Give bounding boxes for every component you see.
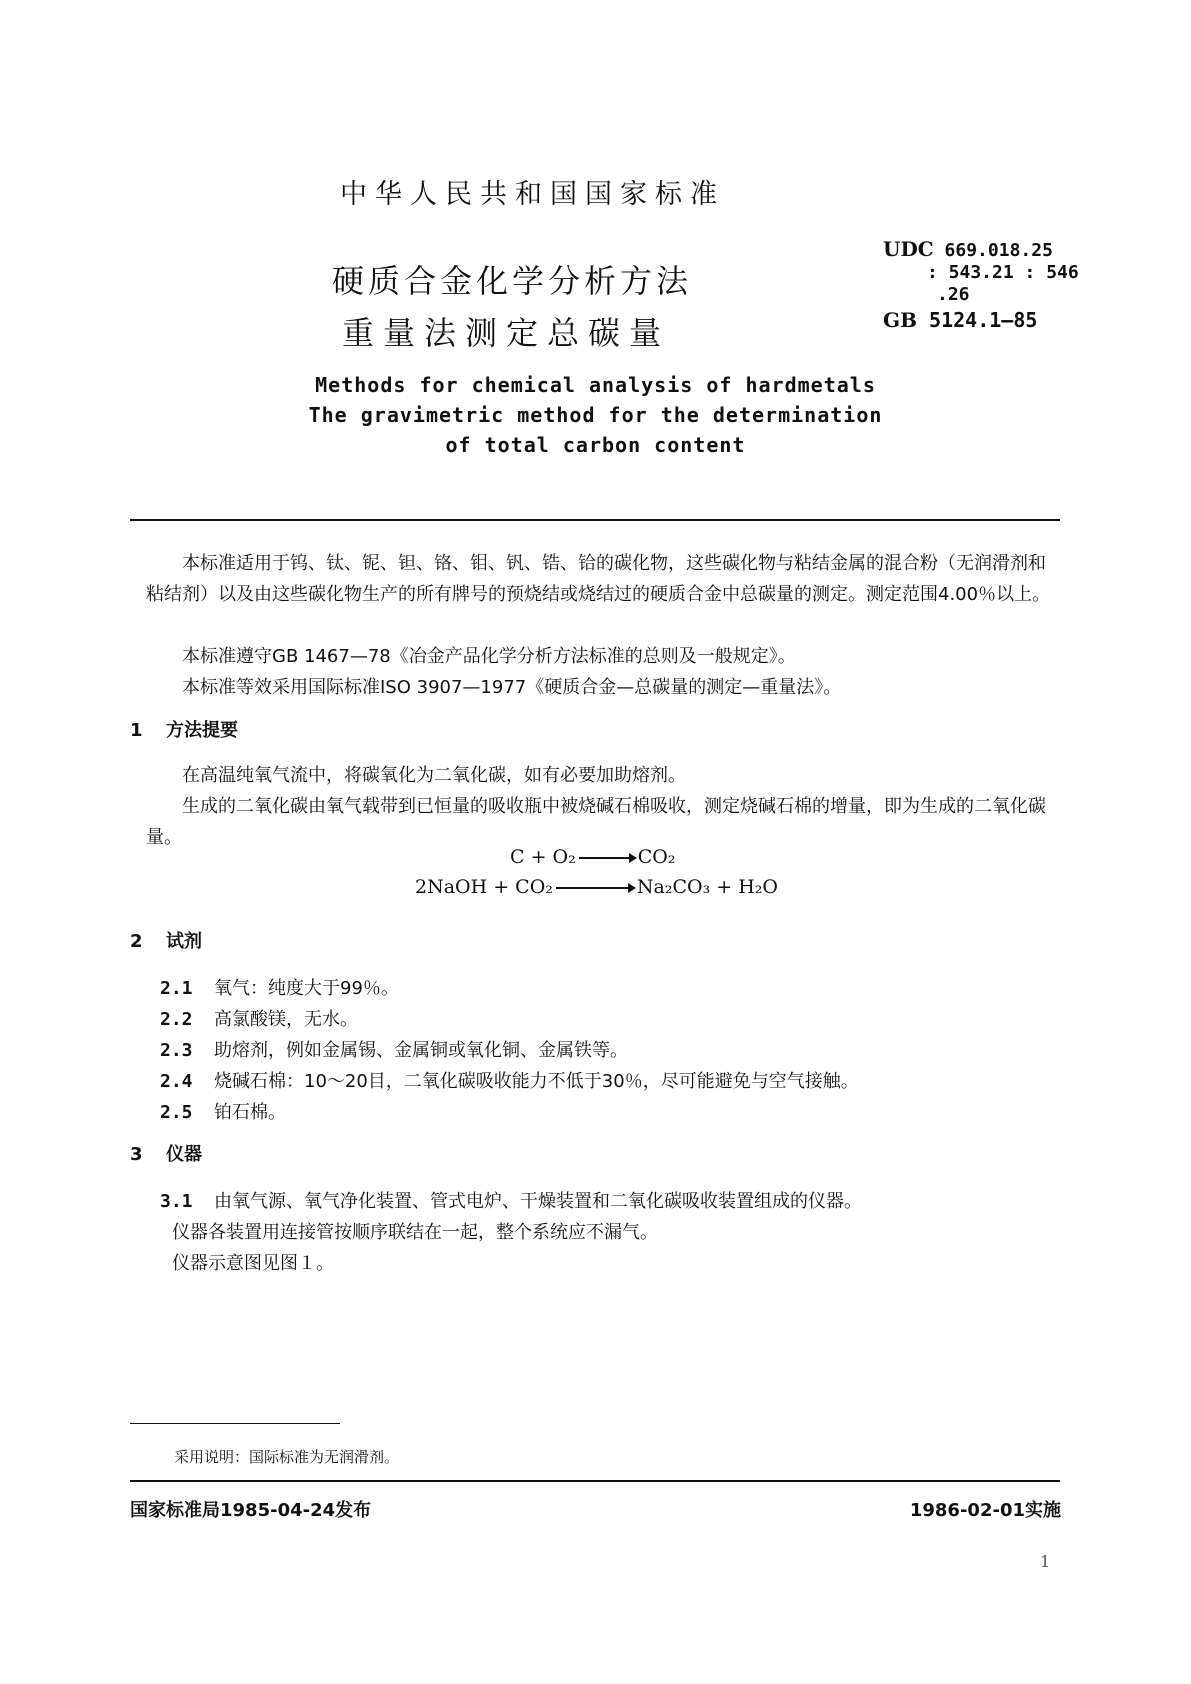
reagent-item [160, 1036, 628, 1062]
footnote: 采用说明：国际标准为无润滑剂。 [174, 1448, 400, 1466]
section-1-heading [130, 716, 238, 742]
reagent-number: 2.3 [160, 1040, 193, 1061]
reagent-text: 铂石棉。 [214, 1102, 286, 1123]
reagent-item [160, 1098, 286, 1124]
reaction-arrow-icon [579, 857, 635, 859]
section-3-title: 仪器 [166, 1144, 202, 1165]
title-cn-line2: 重量法测定总碳量 [342, 314, 671, 352]
standard-header: 中华人民共和国国家标准 [340, 179, 725, 210]
section-1-paragraph-1: 在高温纯氧气流中，将碳氧化为二氧化碳，如有必要加助熔剂。 [182, 765, 686, 786]
footer-divider [130, 1480, 1060, 1482]
reagent-item [160, 974, 399, 1000]
title-cn-line1: 硬质合金化学分析方法 [332, 262, 693, 300]
intro-paragraph-2: 本标准遵守GB 1467—78《冶金产品化学分析方法标准的总则及一般规定》。 [182, 646, 796, 667]
gb-number [883, 308, 1037, 332]
header-divider [130, 519, 1060, 521]
reaction-arrow-icon [556, 887, 634, 889]
gb-number-value: 5124.1—85 [929, 308, 1038, 332]
effective-date: 1986-02-01实施 [909, 1500, 1061, 1521]
section-1-paragraph-2: 生成的二氧化碳由氧气载带到已恒量的吸收瓶中被烧碱石棉吸收，测定烧碱石棉的增量，即为生成的二氧化碳量。 [146, 796, 1046, 848]
title-en-line2: The gravimetric method for the determination [308, 403, 883, 427]
equation-2-right: Na₂CO₃ + H₂O [636, 876, 778, 898]
reagent-number: 2.4 [160, 1071, 193, 1092]
equation-2-left: 2NaOH + CO₂ [415, 876, 553, 898]
equation-1 [510, 846, 675, 868]
footnote-divider [130, 1423, 340, 1424]
reagent-text: 助熔剂，例如金属锡、金属铜或氧化铜、金属铁等。 [214, 1040, 628, 1061]
reagent-item [160, 1067, 859, 1093]
section-2-heading [130, 927, 202, 953]
title-en-line1: Methods for chemical analysis of hardmetals [315, 373, 876, 397]
english-title [0, 370, 1191, 460]
equation-2 [415, 876, 778, 898]
equation-1-left: C + O₂ [510, 846, 576, 868]
udc-label: UDC [883, 237, 934, 261]
section-2-title: 试剂 [166, 931, 202, 952]
reagent-number: 2.5 [160, 1102, 193, 1123]
apparatus-item [160, 1187, 862, 1213]
title-en-line3: of total carbon content [445, 433, 746, 457]
reagent-text: 高氯酸镁，无水。 [214, 1009, 358, 1030]
udc-line1: 669.018.25 [944, 240, 1053, 261]
apparatus-text: 由氧气源、氧气净化装置、管式电炉、干燥装置和二氧化碳吸收装置组成的仪器。 [214, 1191, 862, 1212]
section-1-title: 方法提要 [166, 720, 238, 741]
reagent-text: 烧碱石棉：10～20目，二氧化碳吸收能力不低于30％，尽可能避免与空气接触。 [214, 1071, 859, 1092]
section-2-number: 2 [130, 931, 143, 952]
reagent-item [160, 1005, 358, 1031]
apparatus-number: 3.1 [160, 1191, 193, 1212]
reagent-number: 2.2 [160, 1009, 193, 1030]
gb-label: GB [883, 308, 917, 332]
apparatus-line-3: 仪器示意图见图１。 [172, 1253, 334, 1274]
intro-paragraph-1: 本标准适用于钨、钛、铌、钽、铬、钼、钒、锆、铪的碳化物，这些碳化物与粘结金属的混合粉（无润滑剂和粘结剂）以及由这些碳化物生产的所有牌号的预烧结或烧结过的硬质合金中总碳量的测定。测定范围4.00％以上。 [146, 553, 1051, 605]
section-3-heading [130, 1140, 202, 1166]
apparatus-line-2: 仪器各装置用连接管按顺序联结在一起，整个系统应不漏气。 [172, 1222, 658, 1243]
issued-date: 国家标准局1985-04-24发布 [130, 1500, 372, 1521]
reagent-text: 氧气：纯度大于99％。 [214, 978, 399, 999]
udc-line2: : 543.21 : 546 [927, 262, 1079, 283]
section-3-number: 3 [130, 1144, 143, 1165]
reagent-number: 2.1 [160, 978, 193, 999]
section-1-number: 1 [130, 720, 143, 741]
udc-classification [883, 238, 1079, 306]
udc-line3: .26 [937, 284, 970, 305]
equation-1-right: CO₂ [637, 846, 676, 868]
intro-paragraph-3: 本标准等效采用国际标准ISO 3907—1977《硬质合金—总碳量的测定—重量法》。 [182, 677, 842, 698]
page-number: 1 [1040, 1552, 1051, 1571]
